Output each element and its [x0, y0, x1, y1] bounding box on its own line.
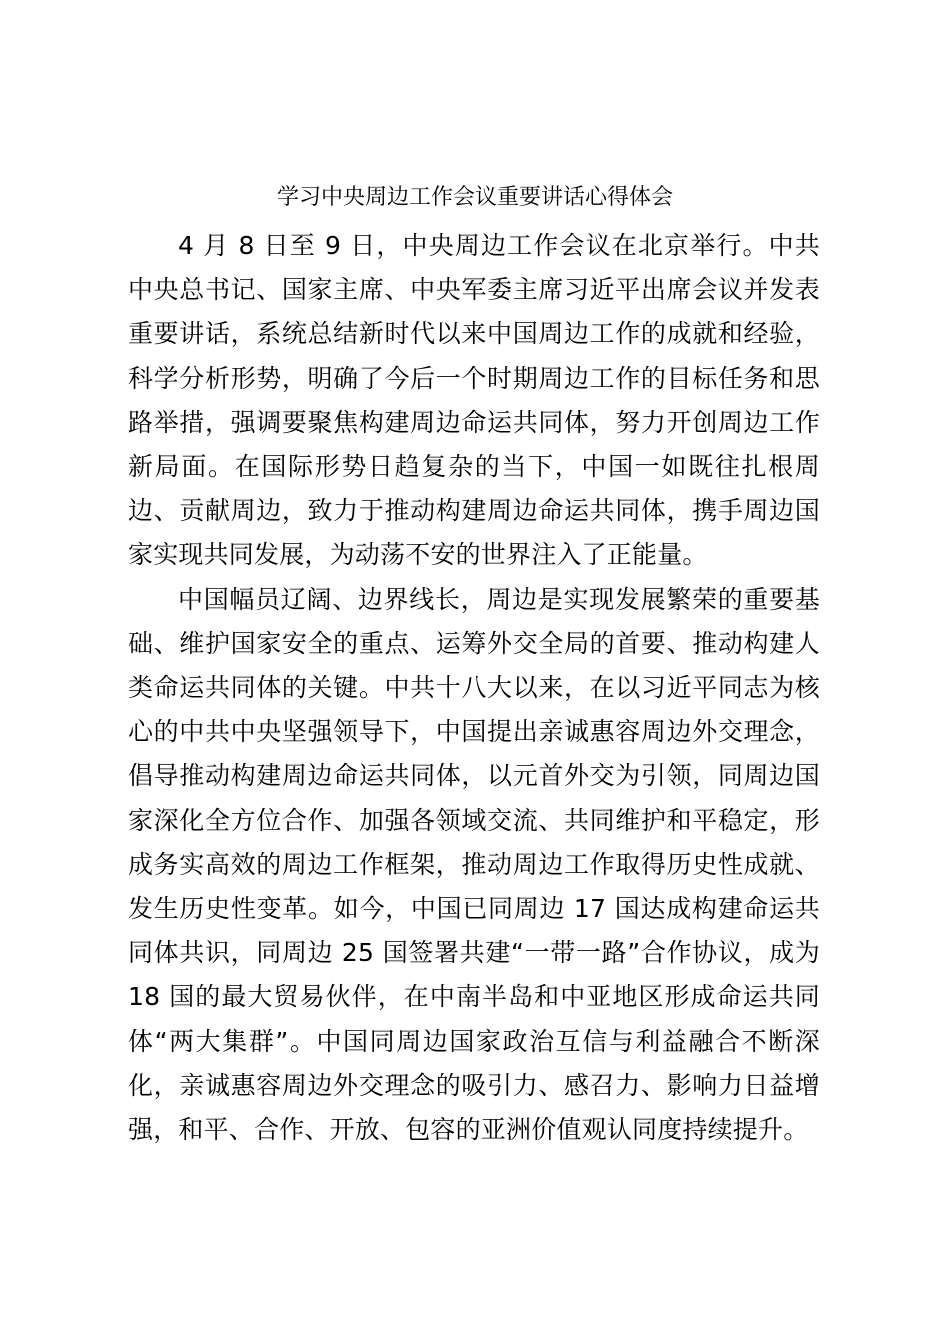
- document-title: 学习中央周边工作会议重要讲话心得体会: [276, 185, 673, 210]
- paragraph-2: 中国幅员辽阔、边界线长，周边是实现发展繁荣的重要基础、维护国家安全的重点、运筹外交全局的首要、推动构建人类命运共同体的关键。中共十八大以来，在以习近平同志为核心的中共中央坚强领导下，中国提出亲诚惠容周边外交理念，倡导推动构建周边命运共同体，以元首外交为引领，同周边国家深化全方位合作、加强各领域交流、共同维护和平稳定，形成务实高效的周边工作框架，推动周边工作取得历史性成就、发生历史性变革。如今，中国已同周边 17 国达成构建命运共同体共识，同周边 25 国签署共建“一带一路”合作协议，成为 18 国的最大贸易伙伴，在中南半岛和中亚地区形成命运共同体“两大集群”。中国同周边国家政治互信与利益融合不断深化，亲诚惠容周边外交理念的吸引力、感召力、影响力日益增强，和平、合作、开放、包容的亚洲价值观认同度持续提升。: [128, 584, 820, 1145]
- document-body: [128, 224, 820, 1152]
- paragraph-1: 4 月 8 日至 9 日，中央周边工作会议在北京举行。中共中央总书记、国家主席、中央军委主席习近平出席会议并发表重要讲话，系统总结新时代以来中国周边工作的成就和经验，科学分析形势，明确了今后一个时期周边工作的目标任务和思路举措，强调要聚焦构建周边命运共同体，努力开创周边工作新局面。在国际形势日趋复杂的当下，中国一如既往扎根周边、贡献周边，致力于推动构建周边命运共同体，携手周边国家实现共同发展，为动荡不安的世界注入了正能量。: [128, 231, 820, 570]
